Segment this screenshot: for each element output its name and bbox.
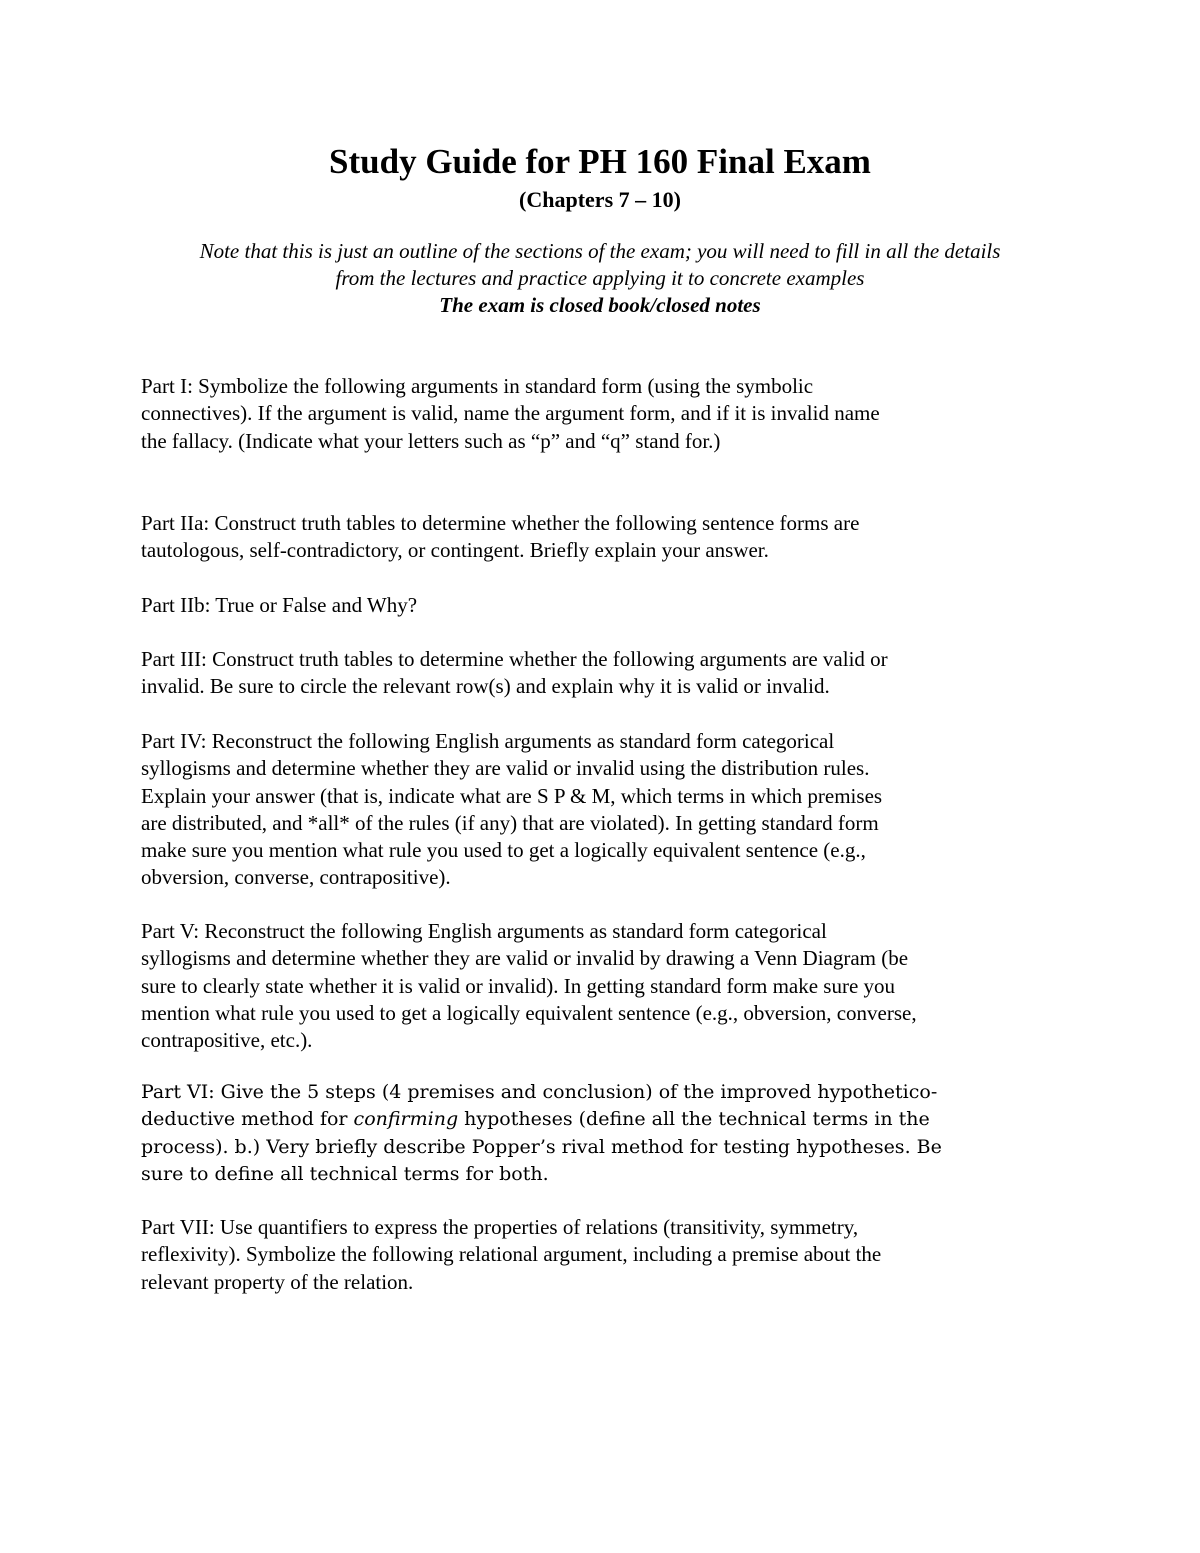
part-5-line-5: contrapositive, etc.). [141,1028,313,1053]
note-line-2: from the lectures and practice applying it to concrete examples [335,266,865,290]
part-6-line-3: process). b.) Very briefly describe Popper’s rival method for testing hypotheses. Be [141,1135,942,1158]
part-3-line-2: invalid. Be sure to circle the relevant row(s) and explain why it is valid or invalid. [141,674,830,699]
part-6-line-2 [141,1106,1071,1133]
part-5-line-4: mention what rule you used to get a logically equivalent sentence (e.g., obversion, converse, [141,1000,917,1025]
part-4-line-4: are distributed, and *all* of the rules (if any) that are violated). In getting standard form [141,810,879,835]
part-1-line-3: the fallacy. (Indicate what your letters such as “p” and “q” stand for.) [141,428,721,453]
part-4-line-5: make sure you mention what rule you used to get a logically equivalent sentence (e.g., [141,838,866,863]
part-2b-section [141,592,1071,619]
part-6-line-4: sure to define all technical terms for both. [141,1162,549,1185]
part-1-line-2: connectives). If the argument is valid, name the argument form, and if it is invalid name [141,401,880,426]
part-6-confirming-emphasis: confirming [353,1108,459,1131]
part-6-line-2-start: deductive method for [141,1108,354,1131]
part-4-line-3: Explain your answer (that is, indicate what are S P & M, which terms in which premises [141,783,883,808]
part-5-line-3: sure to clearly state whether it is valid or invalid). In getting standard form make sure you [141,973,896,998]
part-4-line-2: syllogisms and determine whether they are valid or invalid using the distribution rules. [141,756,870,781]
part-4-line-6: obversion, converse, contrapositive). [141,865,451,890]
note-line-1: Note that this is just an outline of the sections of the exam; you will need to fill in all the details [199,239,1001,263]
part-1-section [141,373,1071,455]
exam-note [0,238,1200,319]
part-7-line-1: Part VII: Use quantifiers to express the properties of relations (transitivity, symmetry, [141,1215,859,1239]
part-6-section [141,1079,1071,1188]
part-7-section [141,1214,1071,1296]
part-2b-line-1: Part IIb: True or False and Why? [141,593,418,617]
part-2a-section [141,510,1071,565]
part-1-line-1: Part I: Symbolize the following arguments in standard form (using the symbolic [141,374,814,398]
part-4-line-1: Part IV: Reconstruct the following English arguments as standard form categorical [141,729,835,753]
note-closed-book: The exam is closed book/closed notes [439,293,761,317]
part-5-section [141,918,1071,1054]
page-subtitle: (Chapters 7 – 10) [519,187,681,212]
part-5-line-2: syllogisms and determine whether they are valid or invalid by drawing a Venn Diagram (be [141,946,909,971]
part-7-line-2: reflexivity). Symbolize the following relational argument, including a premise about the [141,1242,882,1267]
part-6-line-2-end: hypotheses (define all the technical terms in the [458,1108,930,1131]
part-5-line-1: Part V: Reconstruct the following English arguments as standard form categorical [141,919,827,943]
page-title: Study Guide for PH 160 Final Exam [329,142,871,181]
part-6-line-1: Part VI: Give the 5 steps (4 premises and conclusion) of the improved hypothetico- [141,1081,938,1103]
part-4-section [141,728,1071,892]
part-3-line-1: Part III: Construct truth tables to determine whether the following arguments are valid or [141,647,888,671]
part-3-section [141,646,1071,701]
part-2a-line-1: Part IIa: Construct truth tables to determine whether the following sentence forms are [141,511,860,535]
part-7-line-3: relevant property of the relation. [141,1269,414,1294]
part-2a-line-2: tautologous, self-contradictory, or contingent. Briefly explain your answer. [141,538,769,563]
